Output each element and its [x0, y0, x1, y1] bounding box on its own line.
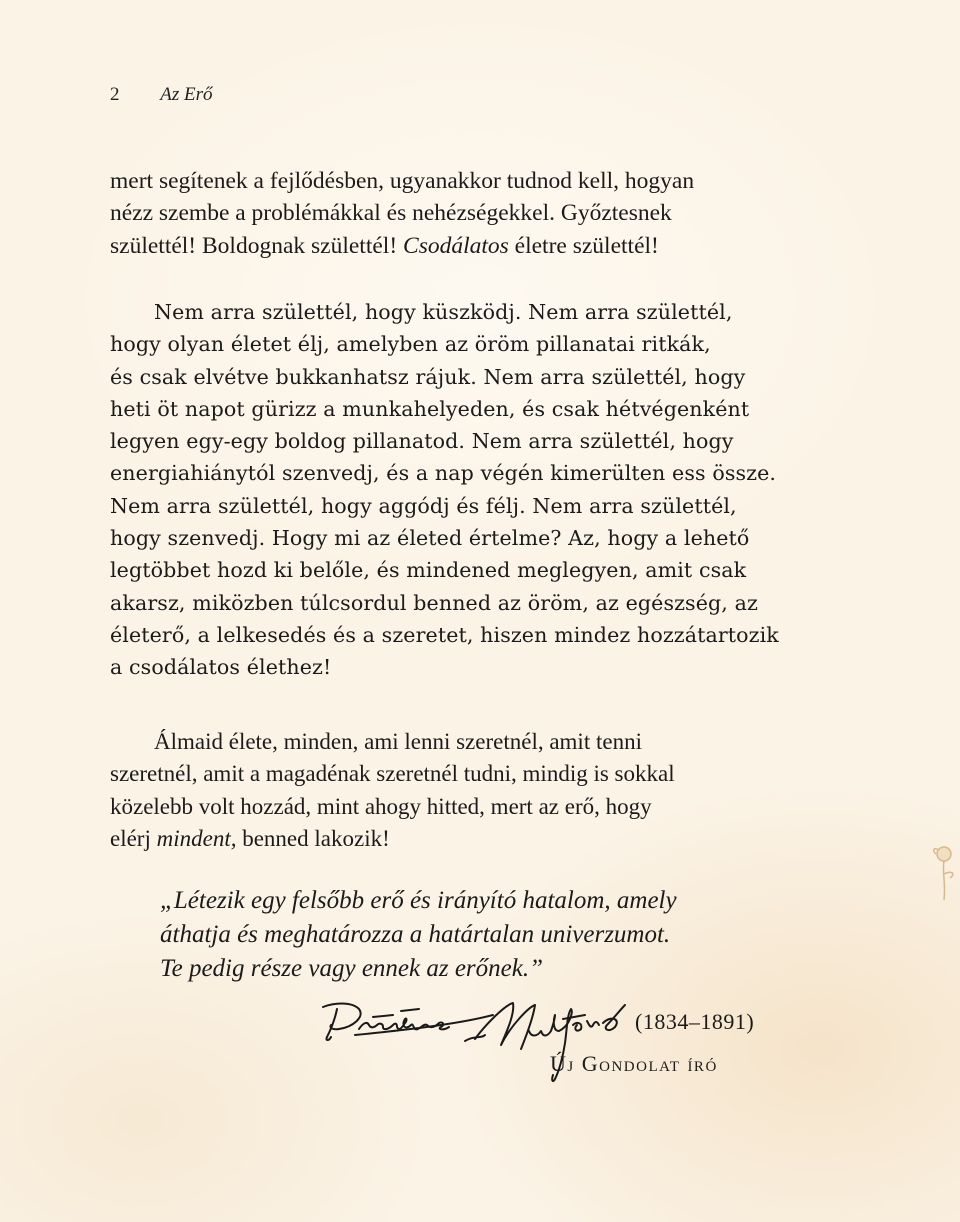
paragraph-2-line: a csodálatos élethez! — [110, 655, 332, 680]
paragraph-1-line: mert segítenek a fejlődésben, ugyanakkor tudnod kell, hogyan — [110, 168, 695, 194]
paragraph-1-line: nézz szembe a problémákkal és nehézségekkel. Győztesnek — [110, 200, 672, 227]
page-number: 2 — [110, 84, 120, 105]
paragraph-1 — [110, 165, 850, 262]
paragraph-3-line: elérj — [110, 825, 157, 851]
paragraph-2-line: heti öt napot gürizz a munkahelyeden, és csak hétvégenként — [110, 396, 750, 421]
paragraph-2-line: Nem arra születtél, hogy aggódj és félj. Nem arra születtél, — [110, 493, 737, 518]
paragraph-2-line: életerő, a lelkesedés és a szeretet, hiszen mindez hozzátartozik — [110, 622, 779, 647]
paragraph-3-line: szeretnél, amit a magadénak szeretnél tudni, mindig is sokkal — [110, 761, 675, 787]
decorative-flower-icon — [928, 840, 960, 910]
quote-line: Te pedig része vagy ennek az erőnek.” — [160, 955, 544, 982]
paragraph-3-line: benned lakozik! — [236, 825, 390, 851]
paragraph-2-line: Nem arra születtél, hogy küszködj. Nem arra születtél, — [154, 300, 733, 324]
paragraph-1-line: születtél! Boldognak születtél! — [110, 232, 404, 259]
paragraph-2 — [110, 296, 850, 684]
page-header — [110, 84, 213, 106]
emphasis-csodalatos: Csodálatos — [403, 232, 509, 259]
paragraph-2-line: legtöbbet hozd ki belőle, és mindened meglegyen, amit csak — [110, 558, 747, 583]
emphasis-mindent: mindent, — [156, 825, 237, 851]
paragraph-2-line: hogy szenvedj. Hogy mi az életed értelme? Az, hogy a lehető — [110, 526, 750, 551]
paragraph-2-line: energiahiánytól szenvedj, és a nap végén kimerülten ess össze. — [110, 461, 777, 486]
paragraph-3-line: Álmaid élete, minden, ami lenni szeretnél, amit tenni — [154, 729, 642, 754]
running-title: Az Erő — [160, 84, 213, 105]
quote-line: áthatja és meghatározza a határtalan univerzumot. — [160, 921, 671, 948]
life-dates: (1834–1891) — [635, 1009, 755, 1034]
paragraph-3-line: közelebb volt hozzád, mint ahogy hitted, mert az erő, hogy — [110, 793, 652, 819]
paragraph-1-line: életre születtél! — [508, 232, 659, 259]
author-role: Új Gondolat író — [550, 1051, 718, 1076]
paragraph-2-line: legyen egy-egy boldog pillanatod. Nem arra születtél, hogy — [110, 429, 734, 454]
quote-block — [160, 884, 840, 986]
paragraph-2-line: hogy olyan életet élj, amelyben az öröm pillanatai ritkák, — [110, 332, 711, 357]
paragraph-3 — [110, 726, 850, 855]
paragraph-2-line: és csak elvétve bukkanhatsz rájuk. Nem arra születtél, hogy — [110, 364, 746, 389]
attribution — [315, 995, 785, 1090]
quote-line: „Létezik egy felsőbb erő és irányító hatalom, amely — [160, 887, 677, 914]
paragraph-2-line: akarsz, miközben túlcsordul benned az öröm, az egészség, az — [110, 590, 758, 615]
